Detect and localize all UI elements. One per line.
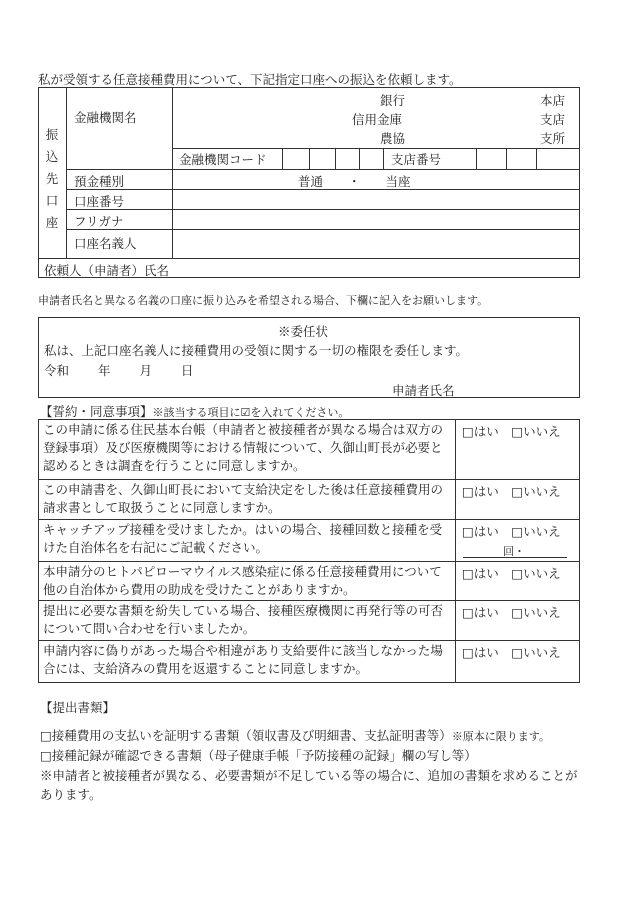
consent-item-6-text: 申請内容に偽りがあった場合や相違があり支給要件に該当しなかった場合には、支給済みの費用を返還することに同意しますか。 — [43, 643, 443, 676]
documents-heading: 【提出書類】 — [40, 700, 116, 715]
consent-item-5-answer[interactable]: □はい □いいえ — [462, 605, 561, 620]
branch-type-honten: 本店 — [540, 93, 566, 108]
deposit-type-options[interactable]: 普通 ・ 当座 — [298, 174, 411, 189]
bank-type-nokyo: 農協 — [380, 131, 406, 146]
requester-name-label: 依頼人（申請者）氏名 — [44, 263, 170, 278]
furigana-field[interactable] — [180, 212, 570, 228]
requester-name-field[interactable] — [200, 261, 570, 277]
consent-item-3-text: キャッチアップ接種を受けましたか。はいの場合、接種回数と接種を受けた自治体名を右記にご記載ください。 — [43, 522, 443, 555]
consent-item-3-answer[interactable]: □はい □いいえ — [462, 524, 561, 539]
consent-item-6-answer[interactable]: □はい □いいえ — [462, 645, 561, 660]
account-number-label: 口座番号 — [74, 194, 125, 209]
furigana-label: フリガナ — [74, 214, 124, 229]
account-holder-field[interactable] — [180, 234, 570, 252]
catchup-count-field[interactable]: 回・ — [503, 545, 525, 558]
consent-item-1-text: この申請に係る住民基本台帳（申請者と被接種者が異なる場合は双方の登録事項）及び医療機関等における情報について、久御山町長が必要と認めるときは調査を行うことに同意しますか。 — [43, 422, 444, 473]
bank-name-label: 金融機関名 — [74, 110, 137, 125]
delegation-applicant-label: 申請者氏名 — [392, 383, 455, 398]
deposit-type-label: 預金種別 — [74, 174, 125, 189]
delegation-note: 申請者氏名と異なる名義の口座に振り込みを希望される場合、下欄に記入をお願いします。 — [38, 294, 489, 307]
account-holder-label: 口座名義人 — [74, 236, 137, 251]
bank-type-shinkin: 信用金庫 — [352, 112, 403, 127]
bank-type-bank: 銀行 — [380, 93, 406, 108]
delegation-title: ※委任状 — [278, 324, 329, 339]
consent-item-2-text: この申請書を、久御山町長において支給決定をした後は任意接種費用の請求書として取扱うことに同意しますか。 — [43, 482, 444, 515]
consent-item-5-text: 提出に必要な書類を紛失している場合、接種医療機関に再発行等の可否について問い合わせを行いましたか。 — [43, 603, 444, 636]
delegation-text: 私は、上記口座名義人に接種費用の受領に関する一切の権限を委任します。 — [44, 343, 469, 358]
consent-item-4-text: 本申請分のヒトパピローマウイルス感染症に係る任意接種費用について他の自治体から費用の助成を受けたことがありますか。 — [43, 564, 442, 597]
document-item-2[interactable]: □接種記録が確認できる書類（母子健康手帳「予防接種の記録」欄の写し等） — [40, 748, 477, 763]
intro-text: 私が受領する任意接種費用について、下記指定口座への振込を依頼します。 — [38, 72, 462, 87]
consent-item-2-answer[interactable]: □はい □いいえ — [462, 484, 561, 499]
account-number-field[interactable] — [180, 192, 570, 208]
branch-no-label: 支店番号 — [391, 152, 442, 167]
bank-code-label: 金融機関コード — [179, 152, 267, 167]
documents-note: ※申請者と被接種者が異なる、必要書類が不足している等の場合に、追加の書類を求めることがあります。 — [40, 768, 578, 802]
branch-type-shisho: 支所 — [540, 131, 566, 146]
delegation-date[interactable]: 令和 年 月 日 — [44, 363, 194, 378]
consent-item-1-answer[interactable]: □はい □いいえ — [462, 424, 561, 439]
consent-item-4-answer[interactable]: □はい □いいえ — [462, 566, 561, 581]
document-item-1[interactable]: □接種費用の支払いを証明する書類（領収書及び明細書、支払証明書等）※原本に限ります。 — [40, 728, 550, 743]
consent-heading: 【誓約・同意事項】※該当する項目に☑を入れてください。 — [40, 404, 350, 419]
branch-type-shiten: 支店 — [540, 112, 566, 127]
